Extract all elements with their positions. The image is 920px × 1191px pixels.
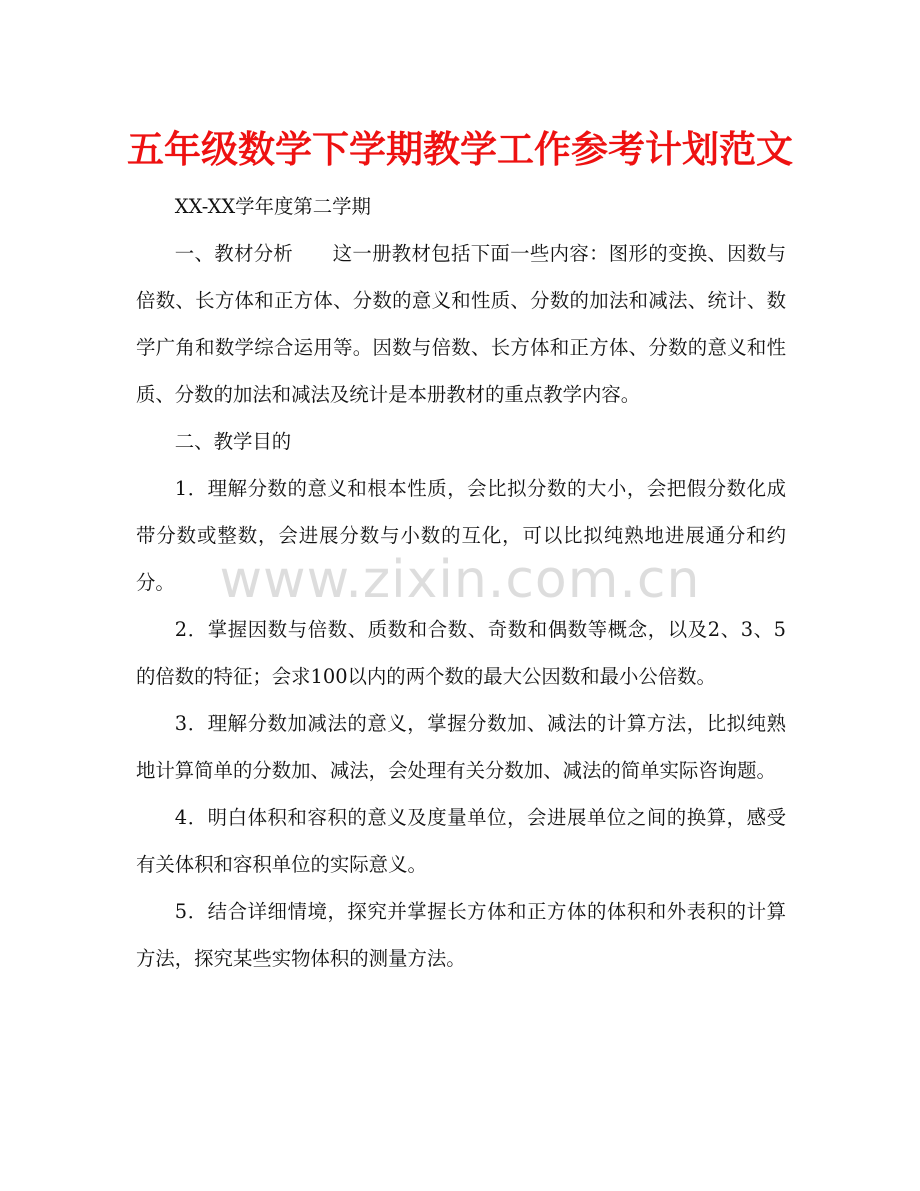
paragraph-textbook-analysis: 一、教材分析 这一册教材包括下面一些内容：图形的变换、因数与倍数、长方体和正方体、分数的意义和性质、分数的加法和减法、统计、数学广角和数学综合运用等。因数与倍数、长方体和正方体、分数的意义和性质、分数的加法和减法及统计是本册教材的重点教学内容。	[136, 242, 786, 406]
paragraph-goal-3: 3．理解分数加减法的意义，掌握分数加、减法的计算方法，比拟纯熟地计算简单的分数加、减法，会处理有关分数加、减法的简单实际咨询题。	[136, 712, 786, 782]
paragraph-goal-5: 5．结合详细情境，探究并掌握长方体和正方体的体积和外表积的计算方法，探究某些实物体积的测量方法。	[136, 900, 786, 970]
paragraph-teaching-goals-heading: 二、教学目的	[174, 430, 292, 453]
document-body	[136, 183, 786, 982]
document-title: 五年级数学下学期教学工作参考计划范文	[127, 128, 793, 171]
paragraph-goal-1: 1．理解分数的意义和根本性质，会比拟分数的大小，会把假分数化成带分数或整数，会进展分数与小数的互化，可以比拟纯熟地进展通分和约分。	[136, 477, 786, 594]
paragraph-semester: XX-XX学年度第二学期	[174, 195, 371, 218]
paragraph-goal-2: 2．掌握因数与倍数、质数和合数、奇数和偶数等概念，以及2、3、5的倍数的特征；会求100以内的两个数的最大公因数和最小公倍数。	[136, 618, 786, 688]
paragraph-goal-4: 4．明白体积和容积的意义及度量单位，会进展单位之间的换算，感受有关体积和容积单位的实际意义。	[136, 806, 786, 876]
watermark: www.zixin.com.cn	[219, 550, 701, 610]
